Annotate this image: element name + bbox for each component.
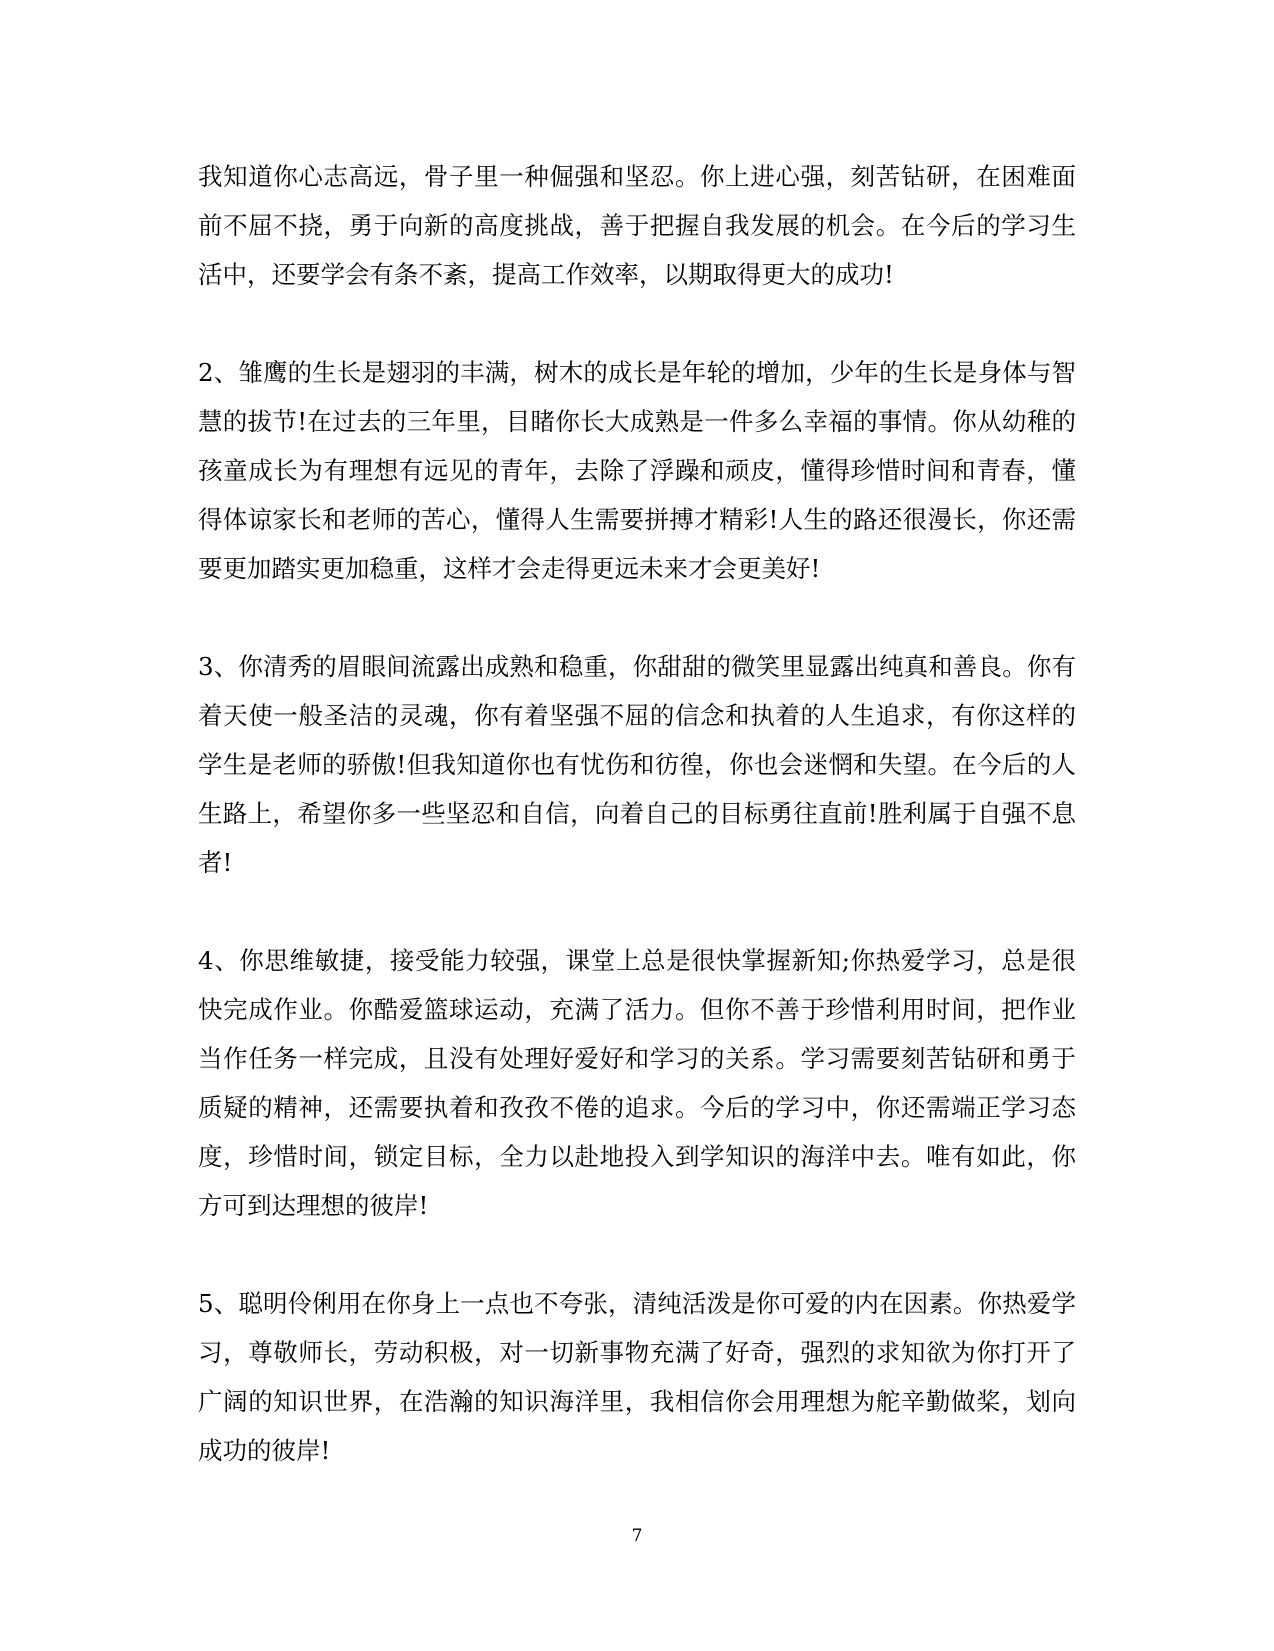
- paragraph-5: 5、聪明伶俐用在你身上一点也不夸张，清纯活泼是你可爱的内在因素。你热爱学习，尊敬师长，劳动积极，对一切新事物充满了好奇，强烈的求知欲为你打开了广阔的知识世界，在浩瀚的知识海洋里，我相信你会用理想为舵辛勤做桨，划向成功的彼岸!: [198, 1289, 1076, 1465]
- paragraph-1: 我知道你心志高远，骨子里一种倔强和坚忍。你上进心强，刻苦钻研，在困难面前不屈不挠，勇于向新的高度挑战，善于把握自我发展的机会。在今后的学习生活中，还要学会有条不紊，提高工作效率，以期取得更大的成功!: [198, 162, 1076, 289]
- paragraph-4: 4、你思维敏捷，接受能力较强，课堂上总是很快掌握新知;你热爱学习，总是很快完成作业。你酷爱篮球运动，充满了活力。但你不善于珍惜利用时间，把作业当作任务一样完成，且没有处理好爱好和学习的关系。学习需要刻苦钻研和勇于质疑的精神，还需要执着和孜孜不倦的追求。今后的学习中，你还需端正学习态度，珍惜时间，锁定目标，全力以赴地投入到学知识的海洋中去。唯有如此，你方可到达理想的彼岸!: [198, 946, 1076, 1220]
- page-number: 7: [631, 1526, 643, 1546]
- paragraph-3: 3、你清秀的眉眼间流露出成熟和稳重，你甜甜的微笑里显露出纯真和善良。你有着天使一般圣洁的灵魂，你有着坚强不屈的信念和执着的人生追求，有你这样的学生是老师的骄傲!但我知道你也有忧伤和彷徨，你也会迷惘和失望。在今后的人生路上，希望你多一些坚忍和自信，向着自己的目标勇往直前!胜利属于自强不息者!: [198, 652, 1076, 877]
- paragraph-2: 2、雏鹰的生长是翅羽的丰满，树木的成长是年轮的增加，少年的生长是身体与智慧的拔节!在过去的三年里，目睹你长大成熟是一件多么幸福的事情。你从幼稚的孩童成长为有理想有远见的青年，去除了浮躁和顽皮，懂得珍惜时间和青春，懂得体谅家长和老师的苦心，懂得人生需要拼搏才精彩!人生的路还很漫长，你还需要更加踏实更加稳重，这样才会走得更远未来才会更美好!: [198, 358, 1076, 583]
- document-body: [198, 152, 1076, 1475]
